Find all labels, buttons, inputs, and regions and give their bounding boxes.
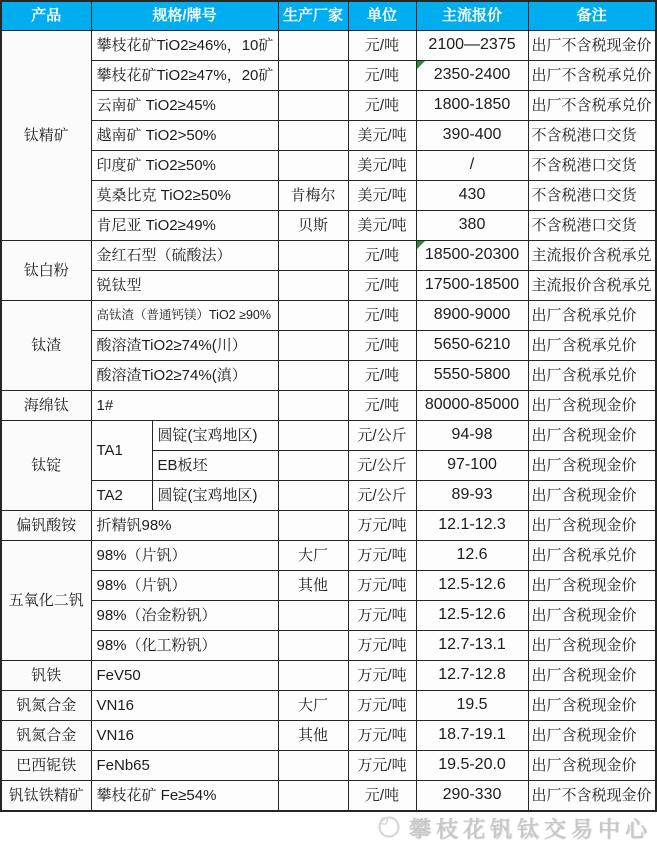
price-cell: 1800-1850	[416, 91, 528, 121]
manufacturer-cell: 大厂	[278, 541, 348, 571]
table-row	[1, 691, 656, 721]
spec-cell: FeNb65	[91, 751, 278, 781]
price-cell: 19.5-20.0	[416, 751, 528, 781]
unit-cell: 元/吨	[348, 241, 416, 271]
table-row	[1, 661, 656, 691]
product-cell: 钒铁	[1, 661, 91, 691]
note-cell: 主流报价含税承兑	[528, 241, 656, 271]
product-cell: 钒氮合金	[1, 721, 91, 751]
price-table-header	[1, 1, 656, 31]
table-row	[1, 61, 656, 91]
header-row	[1, 1, 656, 31]
unit-cell: 元/吨	[348, 301, 416, 331]
unit-cell: 万元/吨	[348, 541, 416, 571]
unit-cell: 元/公斤	[348, 421, 416, 451]
header-unit: 单位	[348, 1, 416, 31]
manufacturer-cell	[278, 361, 348, 391]
price-cell: 12.7-13.1	[416, 631, 528, 661]
note-cell: 出厂含税承兑价	[528, 361, 656, 391]
spec-cell: 攀枝花矿TiO2≥46%，10矿	[91, 31, 278, 61]
price-cell: 12.5-12.6	[416, 571, 528, 601]
table-row	[1, 511, 656, 541]
table-row	[1, 91, 656, 121]
table-row	[1, 271, 656, 301]
manufacturer-cell	[278, 511, 348, 541]
note-cell: 出厂含税现金价	[528, 691, 656, 721]
unit-cell: 元/吨	[348, 31, 416, 61]
manufacturer-cell	[278, 421, 348, 451]
price-cell: 12.1-12.3	[416, 511, 528, 541]
spec-cell: 肯尼亚 TiO2≥49%	[91, 211, 278, 241]
product-cell: 钒钛铁精矿	[1, 781, 91, 812]
price-cell: 89-93	[416, 481, 528, 511]
unit-cell: 美元/吨	[348, 151, 416, 181]
table-row	[1, 151, 656, 181]
manufacturer-cell	[278, 781, 348, 812]
unit-cell: 元/公斤	[348, 481, 416, 511]
price-cell: 12.5-12.6	[416, 601, 528, 631]
manufacturer-cell	[278, 601, 348, 631]
unit-cell: 万元/吨	[348, 511, 416, 541]
manufacturer-cell: 其他	[278, 721, 348, 751]
spec-cell: FeV50	[91, 661, 278, 691]
price-cell: 80000-85000	[416, 391, 528, 421]
watermark-text: 攀枝花钒钛交易中心	[408, 817, 652, 842]
header-spec: 规格/牌号	[91, 1, 278, 31]
unit-cell: 美元/吨	[348, 181, 416, 211]
unit-cell: 元/公斤	[348, 451, 416, 481]
unit-cell: 元/吨	[348, 361, 416, 391]
note-cell: 出厂不含税承兑价	[528, 61, 656, 91]
manufacturer-cell	[278, 481, 348, 511]
price-cell: 430	[416, 181, 528, 211]
spec-cell: 金红石型（硫酸法）	[91, 241, 278, 271]
note-cell: 出厂含税现金价	[528, 571, 656, 601]
spec-cell: 云南矿 TiO2≥45%	[91, 91, 278, 121]
price-cell: 18.7-19.1	[416, 721, 528, 751]
note-cell: 出厂不含税现金价	[528, 31, 656, 61]
manufacturer-cell: 其他	[278, 571, 348, 601]
price-cell: 12.6	[416, 541, 528, 571]
note-cell: 不含税港口交货	[528, 211, 656, 241]
manufacturer-cell	[278, 241, 348, 271]
table-row	[1, 721, 656, 751]
manufacturer-cell	[278, 91, 348, 121]
spec-cell: 酸溶渣TiO2≥74%(川）	[91, 331, 278, 361]
price-cell: 380	[416, 211, 528, 241]
manufacturer-cell	[278, 61, 348, 91]
spec-cell: 锐钛型	[91, 271, 278, 301]
price-cell: 5550-5800	[416, 361, 528, 391]
note-cell: 出厂不含税承兑价	[528, 91, 656, 121]
unit-cell: 美元/吨	[348, 211, 416, 241]
header-manufacturer: 生产厂家	[278, 1, 348, 31]
manufacturer-cell	[278, 31, 348, 61]
price-table-body	[1, 31, 656, 812]
unit-cell: 万元/吨	[348, 571, 416, 601]
manufacturer-cell	[278, 271, 348, 301]
unit-cell: 万元/吨	[348, 721, 416, 751]
table-row	[1, 31, 656, 61]
note-cell: 出厂含税现金价	[528, 751, 656, 781]
price-cell: 390-400	[416, 121, 528, 151]
unit-cell: 美元/吨	[348, 121, 416, 151]
manufacturer-cell	[278, 331, 348, 361]
manufacturer-cell	[278, 661, 348, 691]
product-cell: 钛渣	[1, 301, 91, 391]
product-cell: 钛白粉	[1, 241, 91, 301]
table-row	[1, 571, 656, 601]
unit-cell: 元/吨	[348, 331, 416, 361]
spec-cell: 圆锭(宝鸡地区)	[152, 421, 278, 451]
price-cell: 97-100	[416, 451, 528, 481]
note-cell: 出厂含税现金价	[528, 481, 656, 511]
spec-cell: 攀枝花矿 Fe≥54%	[91, 781, 278, 812]
watermark	[0, 812, 655, 845]
product-cell: 钒氮合金	[1, 691, 91, 721]
note-cell: 出厂含税现金价	[528, 421, 656, 451]
table-row	[1, 241, 656, 271]
note-cell: 出厂含税承兑价	[528, 541, 656, 571]
price-cell: 5650-6210	[416, 331, 528, 361]
unit-cell: 元/吨	[348, 271, 416, 301]
table-row	[1, 601, 656, 631]
price-cell: 2100—2375	[416, 31, 528, 61]
table-row	[1, 541, 656, 571]
manufacturer-cell	[278, 151, 348, 181]
unit-cell: 万元/吨	[348, 631, 416, 661]
spec-cell: VN16	[91, 691, 278, 721]
price-cell: 8900-9000	[416, 301, 528, 331]
note-cell: 出厂含税现金价	[528, 631, 656, 661]
note-cell: 不含税港口交货	[528, 151, 656, 181]
product-cell: 钛精矿	[1, 31, 91, 241]
header-product: 产品	[1, 1, 91, 31]
table-row	[1, 121, 656, 151]
spec-cell: 印度矿 TiO2≥50%	[91, 151, 278, 181]
product-cell: 海绵钛	[1, 391, 91, 421]
trading-center-logo-icon	[376, 813, 402, 844]
unit-cell: 元/吨	[348, 91, 416, 121]
price-cell: 12.7-12.8	[416, 661, 528, 691]
product-cell: 钛锭	[1, 421, 91, 511]
spec-cell: 攀枝花矿TiO2≥47%，20矿	[91, 61, 278, 91]
unit-cell: 万元/吨	[348, 691, 416, 721]
price-cell: /	[416, 151, 528, 181]
unit-cell: 万元/吨	[348, 661, 416, 691]
table-row	[1, 631, 656, 661]
brand-cell: TA2	[91, 481, 152, 511]
product-cell: 偏钒酸铵	[1, 511, 91, 541]
header-price: 主流报价	[416, 1, 528, 31]
spec-cell: 折精钒98%	[91, 511, 278, 541]
price-cell: 18500-20300	[416, 241, 528, 271]
note-cell: 不含税港口交货	[528, 121, 656, 151]
note-cell: 出厂含税现金价	[528, 391, 656, 421]
manufacturer-cell	[278, 391, 348, 421]
manufacturer-cell: 贝斯	[278, 211, 348, 241]
spec-cell: 酸溶渣TiO2≥74%(滇）	[91, 361, 278, 391]
manufacturer-cell	[278, 751, 348, 781]
manufacturer-cell	[278, 301, 348, 331]
note-cell: 主流报价含税承兑	[528, 271, 656, 301]
price-cell: 290-330	[416, 781, 528, 812]
table-row	[1, 301, 656, 331]
table-row	[1, 481, 656, 511]
unit-cell: 元/吨	[348, 781, 416, 812]
table-row	[1, 181, 656, 211]
table-row	[1, 391, 656, 421]
manufacturer-cell	[278, 121, 348, 151]
note-cell: 出厂含税承兑价	[528, 331, 656, 361]
table-row	[1, 751, 656, 781]
manufacturer-cell: 肯梅尔	[278, 181, 348, 211]
spec-cell: 98%（片钒）	[91, 541, 278, 571]
product-cell: 巴西铌铁	[1, 751, 91, 781]
manufacturer-cell	[278, 451, 348, 481]
price-cell: 94-98	[416, 421, 528, 451]
note-cell: 出厂含税现金价	[528, 451, 656, 481]
spec-cell: 98%（片钒）	[91, 571, 278, 601]
note-cell: 出厂不含税现金价	[528, 781, 656, 812]
note-cell: 出厂含税现金价	[528, 511, 656, 541]
spec-cell: VN16	[91, 721, 278, 751]
unit-cell: 万元/吨	[348, 601, 416, 631]
price-cell: 17500-18500	[416, 271, 528, 301]
note-cell: 出厂含税现金价	[528, 601, 656, 631]
note-cell: 出厂含税现金价	[528, 721, 656, 751]
spec-cell: EB板坯	[152, 451, 278, 481]
table-row	[1, 421, 656, 451]
table-row	[1, 331, 656, 361]
spec-cell: 98%（化工粉钒）	[91, 631, 278, 661]
note-cell: 不含税港口交货	[528, 181, 656, 211]
note-cell: 出厂含税现金价	[528, 661, 656, 691]
spec-cell: 莫桑比克 TiO2≥50%	[91, 181, 278, 211]
price-cell: 2350-2400	[416, 61, 528, 91]
price-cell: 19.5	[416, 691, 528, 721]
brand-cell: TA1	[91, 421, 152, 481]
manufacturer-cell: 大厂	[278, 691, 348, 721]
note-cell: 出厂含税承兑价	[528, 301, 656, 331]
header-note: 备注	[528, 1, 656, 31]
unit-cell: 万元/吨	[348, 751, 416, 781]
unit-cell: 元/吨	[348, 61, 416, 91]
spec-cell: 圆锭(宝鸡地区)	[152, 481, 278, 511]
spec-cell: 高钛渣（普通钙镁）TiO2 ≥90%	[91, 301, 278, 331]
unit-cell: 元/吨	[348, 391, 416, 421]
table-row	[1, 781, 656, 812]
spec-cell: 98%（冶金粉钒）	[91, 601, 278, 631]
table-row	[1, 211, 656, 241]
spec-cell: 越南矿 TiO2>50%	[91, 121, 278, 151]
spec-cell: 1#	[91, 391, 278, 421]
product-cell: 五氧化二钒	[1, 541, 91, 661]
manufacturer-cell	[278, 631, 348, 661]
table-row	[1, 361, 656, 391]
